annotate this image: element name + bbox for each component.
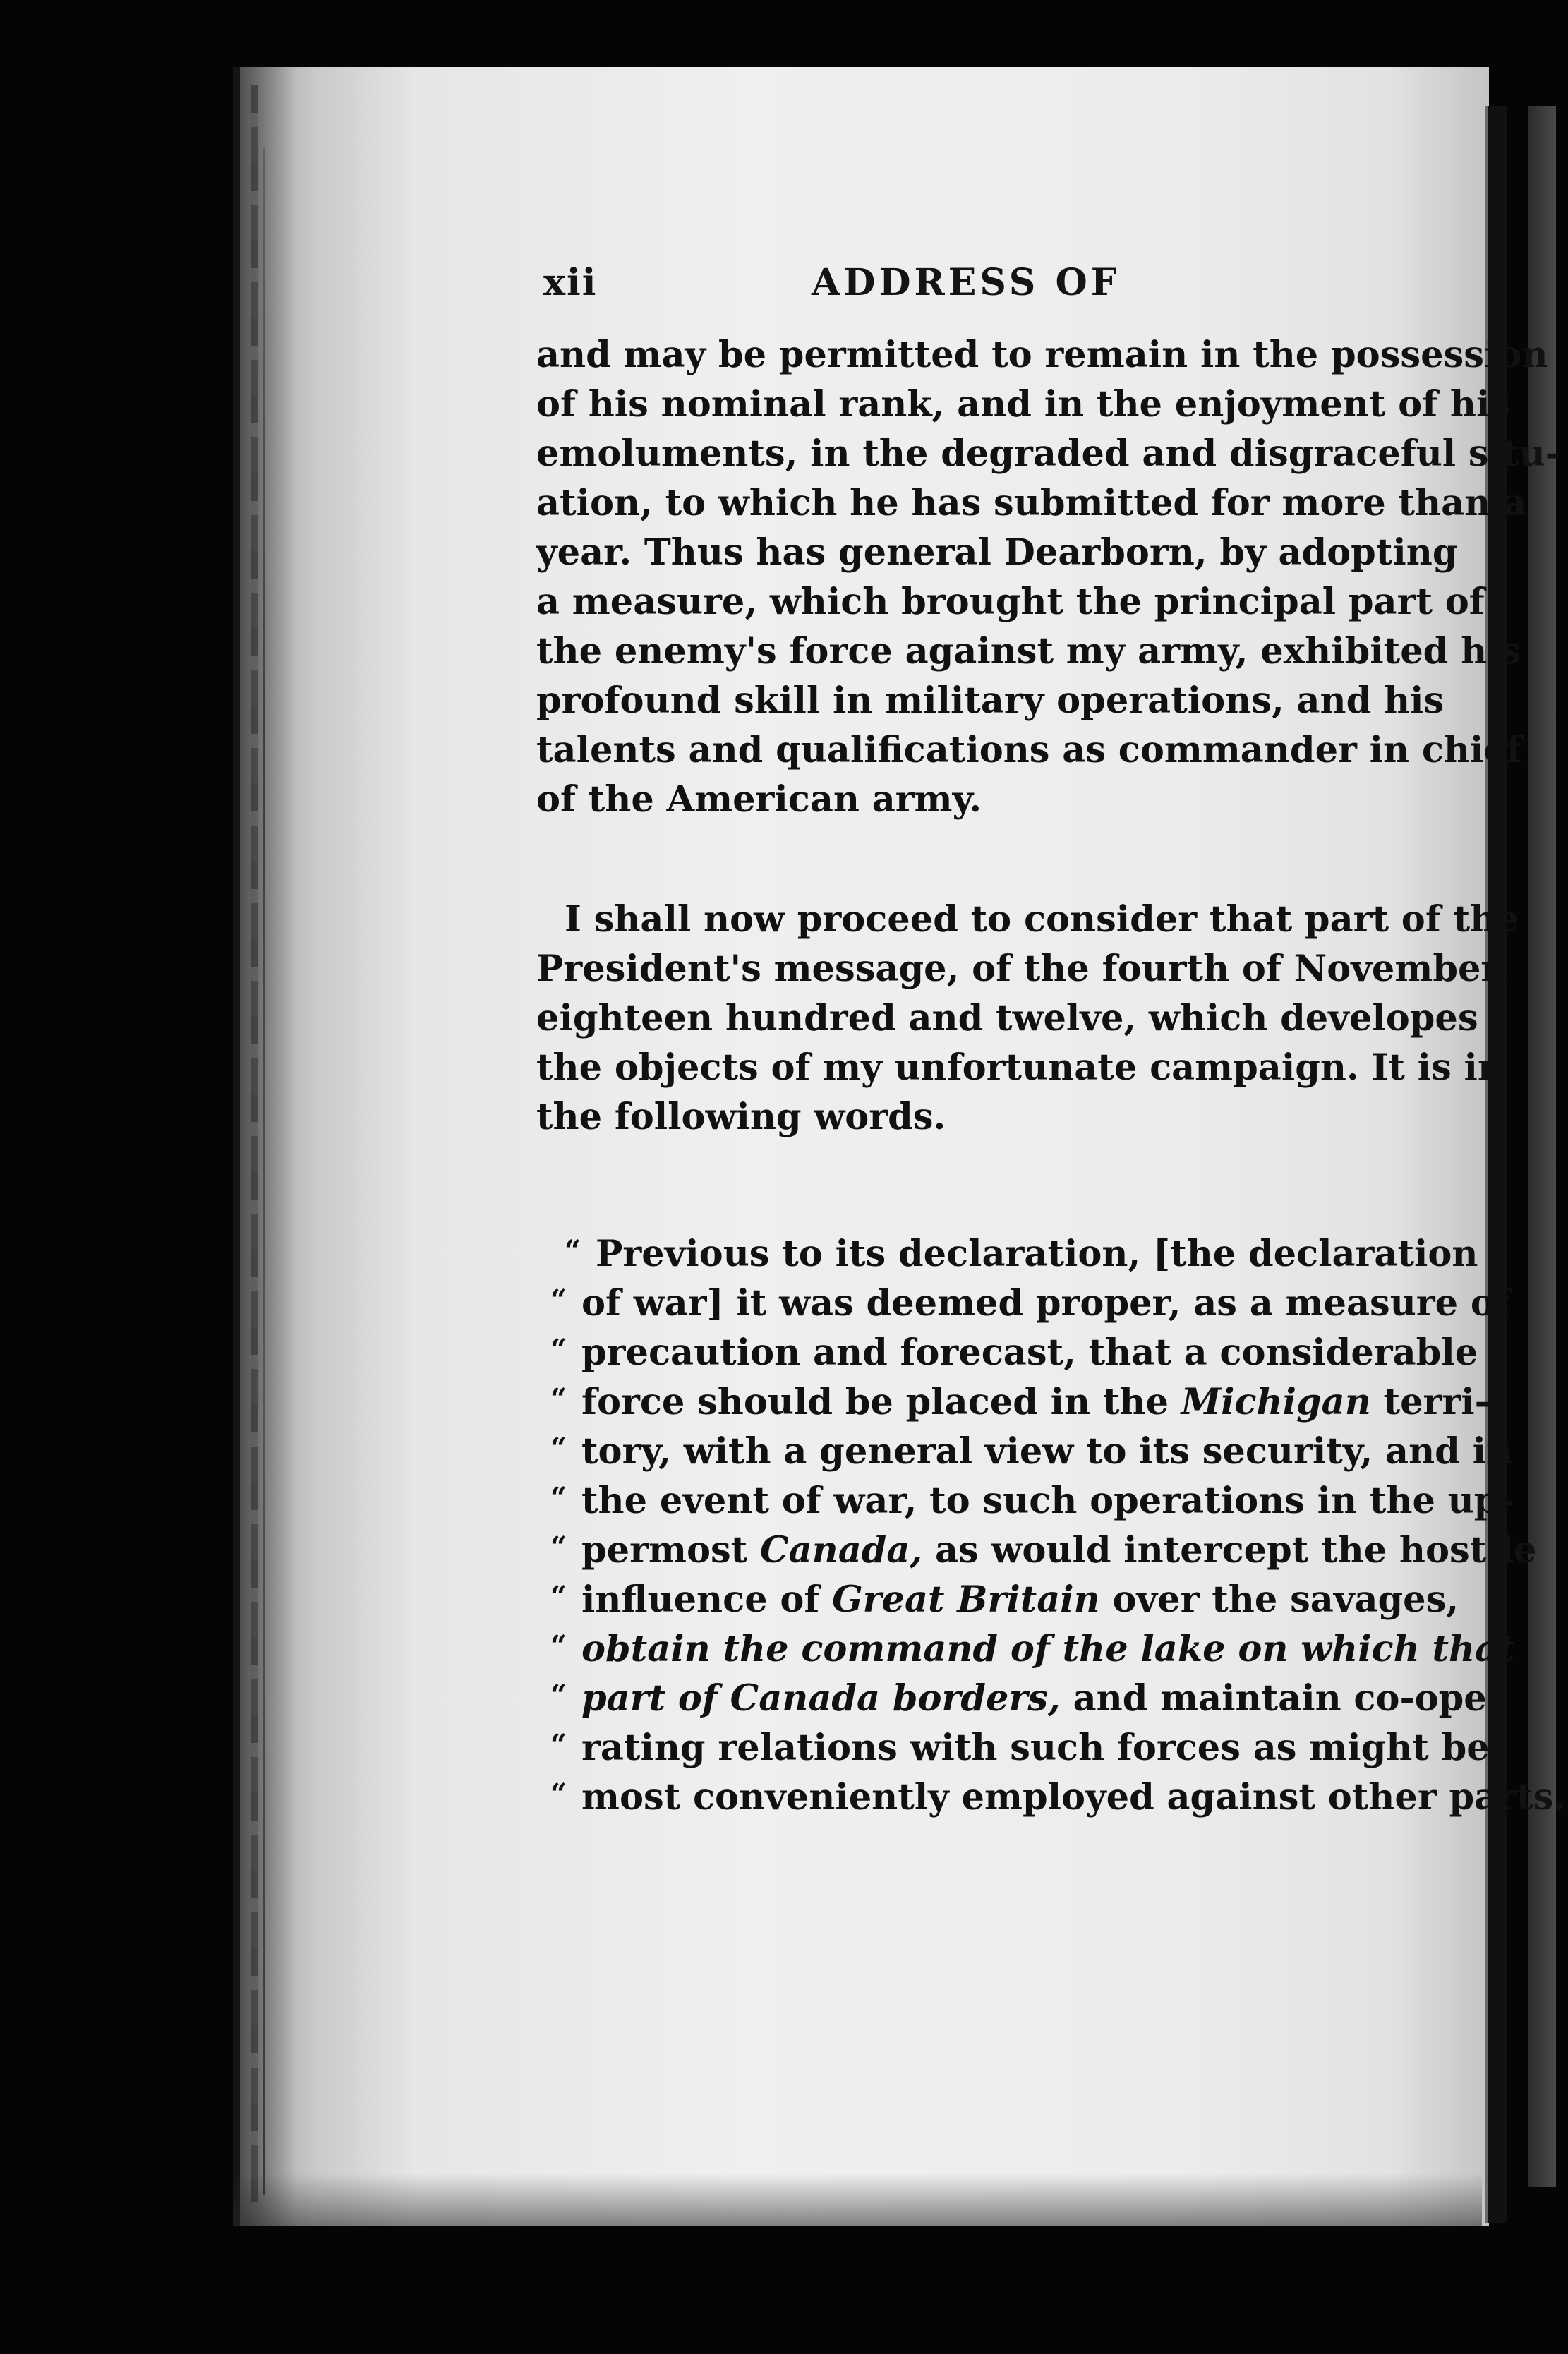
quote-text: as would intercept the hostile — [922, 1529, 1537, 1571]
text-line: of his nominal rank, and in the enjoyment of his — [536, 383, 1511, 425]
quote-text: tory, with a general view to its security, and in — [581, 1430, 1513, 1473]
quote-mark: “ — [550, 1284, 567, 1317]
quote-line — [550, 1475, 1514, 1526]
quote-line — [550, 1672, 1502, 1723]
quote-text: the event of war, to such operations in the up- — [581, 1480, 1514, 1522]
quote-mark: “ — [550, 1679, 567, 1712]
quote-line — [550, 1277, 1510, 1328]
quote-mark: “ — [550, 1629, 567, 1662]
quote-text: and maintain co-ope- — [1060, 1677, 1502, 1720]
quote-text: influence of — [581, 1579, 833, 1621]
quote-line — [550, 1228, 1478, 1279]
quote-mark: “ — [550, 1777, 567, 1811]
page-header — [543, 261, 1390, 318]
quote-italic-text: Great Britain — [832, 1579, 1100, 1621]
quote-mark: “ — [550, 1432, 567, 1465]
quote-mark: “ — [565, 1234, 581, 1267]
quote-line — [550, 1524, 1537, 1575]
quote-text: terri- — [1370, 1381, 1490, 1423]
text-line: profound skill in military operations, and his — [536, 680, 1445, 722]
quote-line — [550, 1327, 1478, 1377]
text-line: the following words. — [536, 1096, 946, 1138]
quote-text: precaution and forecast, that a considerable — [581, 1332, 1478, 1374]
text-line: the objects of my unfortunate campaign. It is in — [536, 1046, 1504, 1089]
quote-mark: “ — [550, 1333, 567, 1366]
quote-line — [550, 1376, 1490, 1427]
text-line: ation, to which he has submitted for more than a — [536, 482, 1526, 524]
text-line: eighteen hundred and twelve, which developes — [536, 997, 1478, 1039]
quote-text: of war] it was deemed proper, as a measure of — [581, 1282, 1510, 1324]
text-line: a measure, which brought the principal part of — [536, 581, 1485, 623]
quote-text: permost — [581, 1529, 760, 1571]
text-line: the enemy's force against my army, exhibited his — [536, 630, 1521, 672]
quote-italic-text: obtain the command of the lake on which that — [581, 1628, 1515, 1670]
running-head: ADDRESS OF — [812, 261, 1121, 304]
quote-text: most conveniently employed against other parts. — [581, 1776, 1567, 1818]
text-line: President's message, of the fourth of November, — [536, 948, 1510, 990]
text-line: and may be permitted to remain in the possession — [536, 334, 1548, 376]
quote-mark: “ — [550, 1728, 567, 1761]
page-number: xii — [543, 261, 598, 304]
quote-text: rating relations with such forces as might be — [581, 1727, 1490, 1769]
quote-mark: “ — [550, 1531, 567, 1564]
quote-line — [550, 1425, 1513, 1476]
quote-italic-text: Michigan — [1181, 1381, 1371, 1423]
quote-line — [550, 1574, 1459, 1624]
quote-line — [550, 1623, 1515, 1674]
text-line: talents and qualifications as commander in chief — [536, 729, 1522, 771]
quote-line — [550, 1771, 1567, 1822]
quote-mark: “ — [550, 1481, 567, 1514]
quote-text: force should be placed in the — [581, 1381, 1181, 1423]
quote-mark: “ — [550, 1382, 567, 1416]
quote-italic-text: Canada, — [759, 1529, 923, 1571]
text-line: emoluments, in the degraded and disgraceful situ- — [536, 433, 1560, 475]
quote-text: over the savages, — [1099, 1579, 1459, 1621]
text-line: year. Thus has general Dearborn, by adopting — [536, 531, 1458, 574]
text-line: I shall now proceed to consider that part of the — [565, 898, 1519, 941]
quote-mark: “ — [550, 1580, 567, 1613]
text-line: of the American army. — [536, 778, 982, 821]
quote-text: Previous to its declaration, [the declaration — [596, 1233, 1478, 1275]
quote-line — [550, 1722, 1490, 1773]
quote-italic-text: part of Canada borders, — [581, 1677, 1061, 1720]
